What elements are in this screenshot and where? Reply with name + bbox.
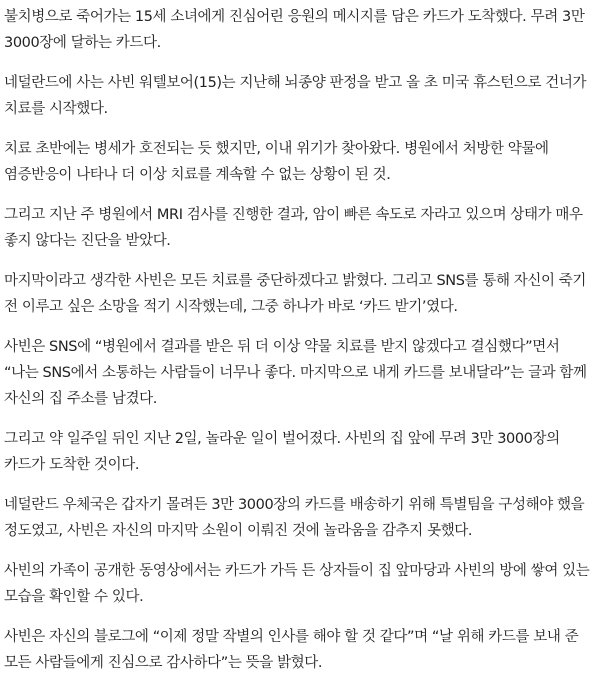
article-paragraph: 불치병으로 죽어가는 15세 소녀에게 진심어린 응원의 메시지를 담은 카드가 도착했다. 무려 3만 3000장에 달하는 카드다. xyxy=(4,9,585,51)
article-paragraph: 치료 초반에는 병세가 호전되는 듯 했지만, 이내 위기가 찾아왔다. 병원에서 처방한 약물에 염증반응이 나타나 더 이상 치료를 계속할 수 없는 상황이 된 것. xyxy=(4,141,549,183)
article-paragraph: 마지막이라고 생각한 사빈은 모든 치료를 중단하겠다고 밝혔다. 그리고 SNS를 통해 자신이 죽기 전 이루고 싶은 소망을 적기 시작했는데, 그중 하나가 바로 ‘카드 받기’였다. xyxy=(4,273,587,315)
article-paragraph: 네덜란드 우체국은 갑자기 몰려든 3만 3000장의 카드를 배송하기 위해 특별팀을 구성해야 했을 정도였고, 사빈은 자신의 마지막 소원이 이뤄진 것에 놀라움을 감추지 못했다. xyxy=(4,497,585,539)
article-paragraph: 그리고 약 일주일 뒤인 지난 2일, 놀라운 일이 벌어졌다. 사빈의 집 앞에 무려 3만 3000장의 카드가 도착한 것이다. xyxy=(4,431,560,473)
article-paragraph: 사빈은 SNS에 “병원에서 결과를 받은 뒤 더 이상 약물 치료를 받지 않겠다고 결심했다”면서 “나는 SNS에서 소통하는 사람들이 너무나 좋다. 마지막으로 내게 카드를 보내달라”는 글과 함께 자신의 집 주소를 남겼다. xyxy=(4,339,587,407)
article-paragraph: 그리고 지난 주 병원에서 MRI 검사를 진행한 결과, 암이 빠른 속도로 자라고 있으며 상태가 매우 좋지 않다는 진단을 받았다. xyxy=(4,207,583,249)
article-paragraph: 네덜란드에 사는 사빈 워텔보어(15)는 지난해 뇌종양 판정을 받고 올 초 미국 휴스턴으로 건너가 치료를 시작했다. xyxy=(4,75,587,117)
article-paragraph: 사빈은 자신의 블로그에 “이제 정말 작별의 인사를 해야 할 것 같다”며 “날 위해 카드를 보내 준 모든 사람들에게 진심으로 감사하다”는 뜻을 밝혔다. xyxy=(4,629,579,671)
article-paragraph: 사빈의 가족이 공개한 동영상에서는 카드가 가득 든 상자들이 집 앞마당과 사빈의 방에 쌓여 있는 모습을 확인할 수 있다. xyxy=(4,563,590,605)
